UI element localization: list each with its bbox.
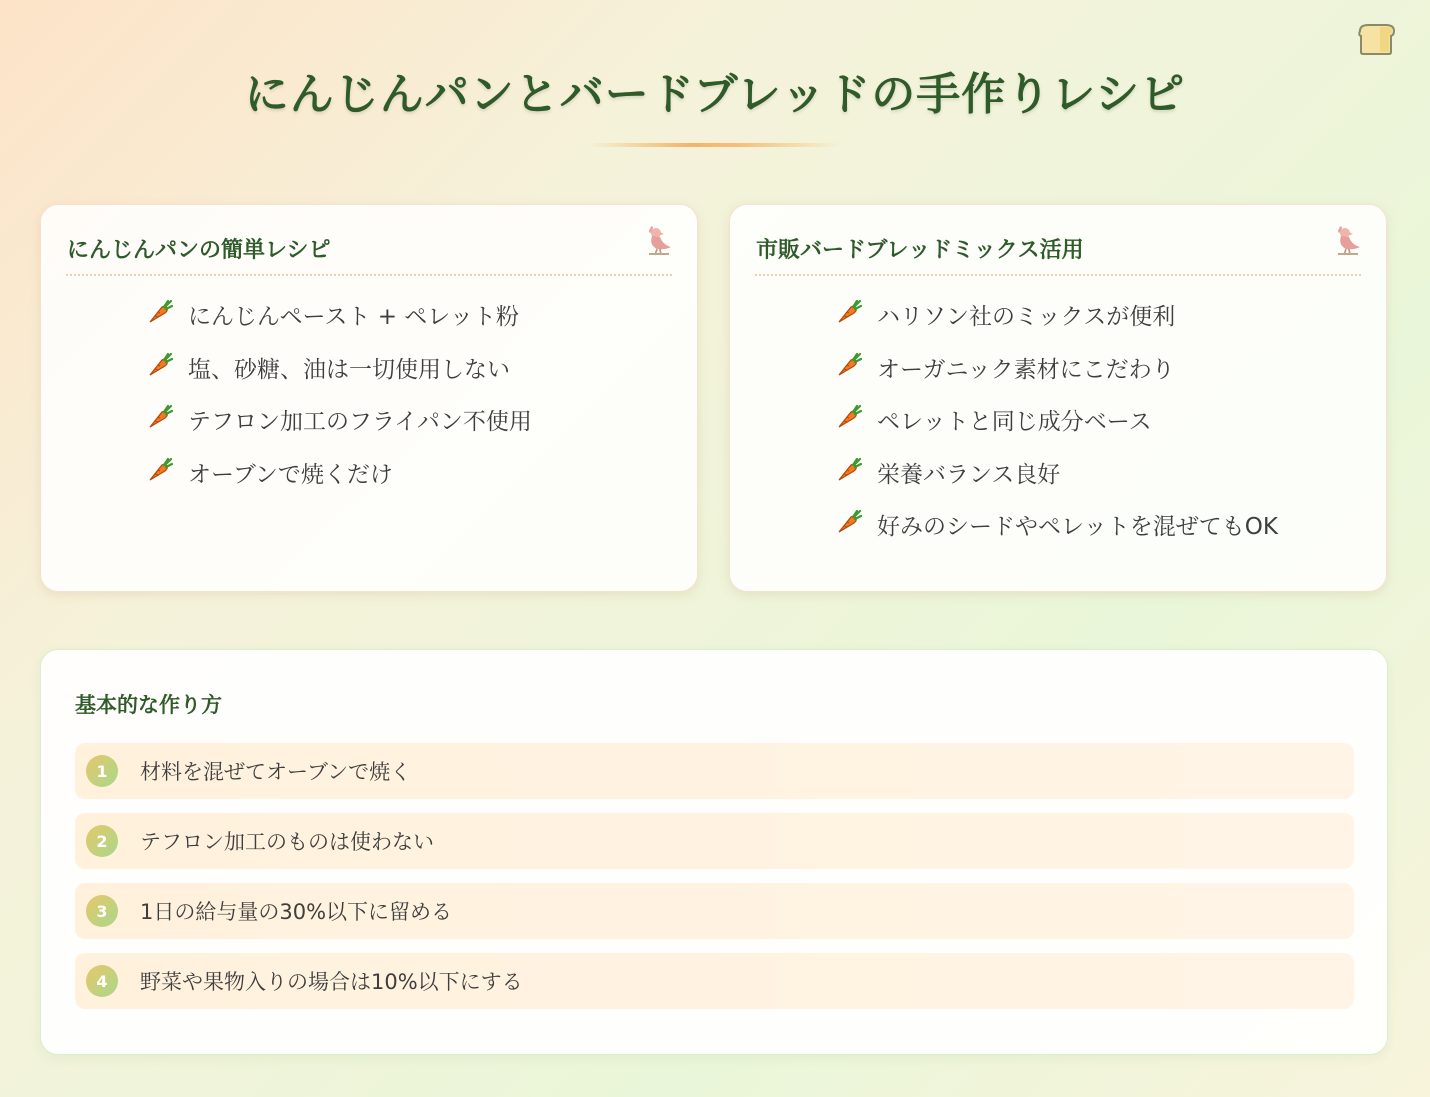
card-carrot-bread-recipe: [40, 204, 698, 592]
card-bird-bread-mix: [729, 204, 1387, 592]
list-item: [147, 403, 532, 456]
list-item: [147, 298, 532, 351]
card-divider: [755, 274, 1361, 276]
carrot-icon: [836, 508, 862, 534]
list-item: [147, 456, 532, 509]
item-text: 塩、砂糖、油は一切使用しない: [188, 356, 510, 383]
carrot-icon: [836, 403, 862, 429]
bird-icon: [641, 223, 675, 257]
basic-method-section: [40, 649, 1388, 1055]
carrot-icon: [147, 403, 173, 429]
list-item: [836, 298, 1278, 351]
step-item: [75, 953, 1354, 1009]
item-text: 好みのシードやペレットを混ぜてもOK: [877, 514, 1278, 540]
list-item: [836, 403, 1278, 456]
carrot-icon: [147, 351, 173, 377]
step-number-badge: 4: [86, 965, 118, 997]
section-title: 基本的な作り方: [75, 693, 222, 717]
carrot-icon: [836, 298, 862, 324]
step-text: テフロン加工のものは使わない: [140, 830, 434, 854]
list-item: [836, 508, 1278, 561]
step-item: [75, 883, 1354, 939]
step-text: 1日の給与量の30%以下に留める: [140, 900, 453, 924]
item-text: ペレットと同じ成分ベース: [877, 409, 1152, 435]
item-text: テフロン加工のフライパン不使用: [188, 409, 532, 435]
carrot-icon: [147, 298, 173, 324]
step-text: 野菜や果物入りの場合は10%以下にする: [140, 970, 523, 994]
carrot-icon: [836, 351, 862, 377]
step-text: 材料を混ぜてオーブンで焼く: [140, 760, 412, 784]
card-title: 市販バードブレッドミックス活用: [756, 238, 1084, 263]
item-text: オーガニック素材にこだわり: [877, 356, 1175, 383]
list-item: [147, 351, 532, 404]
step-number-badge: 2: [86, 825, 118, 857]
item-text: オーブンで焼くだけ: [188, 461, 393, 488]
carrot-icon: [147, 456, 173, 482]
step-number-badge: 3: [86, 895, 118, 927]
list-item: [836, 456, 1278, 509]
ingredient-list: [147, 298, 532, 508]
step-number-badge: 1: [86, 755, 118, 787]
mix-feature-list: [836, 298, 1278, 561]
item-text: にんじんペースト + ペレット粉: [188, 304, 520, 330]
page-title: にんじんパンとバードブレッドの手作りレシピ: [244, 69, 1186, 120]
title-underline: [590, 143, 840, 147]
bird-icon: [1330, 223, 1364, 257]
card-title: にんじんパンの簡単レシピ: [67, 238, 331, 263]
list-item: [836, 351, 1278, 404]
step-item: [75, 743, 1354, 799]
carrot-icon: [836, 456, 862, 482]
card-divider: [66, 274, 672, 276]
item-text: ハリソン社のミックスが便利: [877, 304, 1176, 330]
step-item: [75, 813, 1354, 869]
bread-icon: [1356, 23, 1396, 56]
item-text: 栄養バランス良好: [877, 461, 1061, 488]
